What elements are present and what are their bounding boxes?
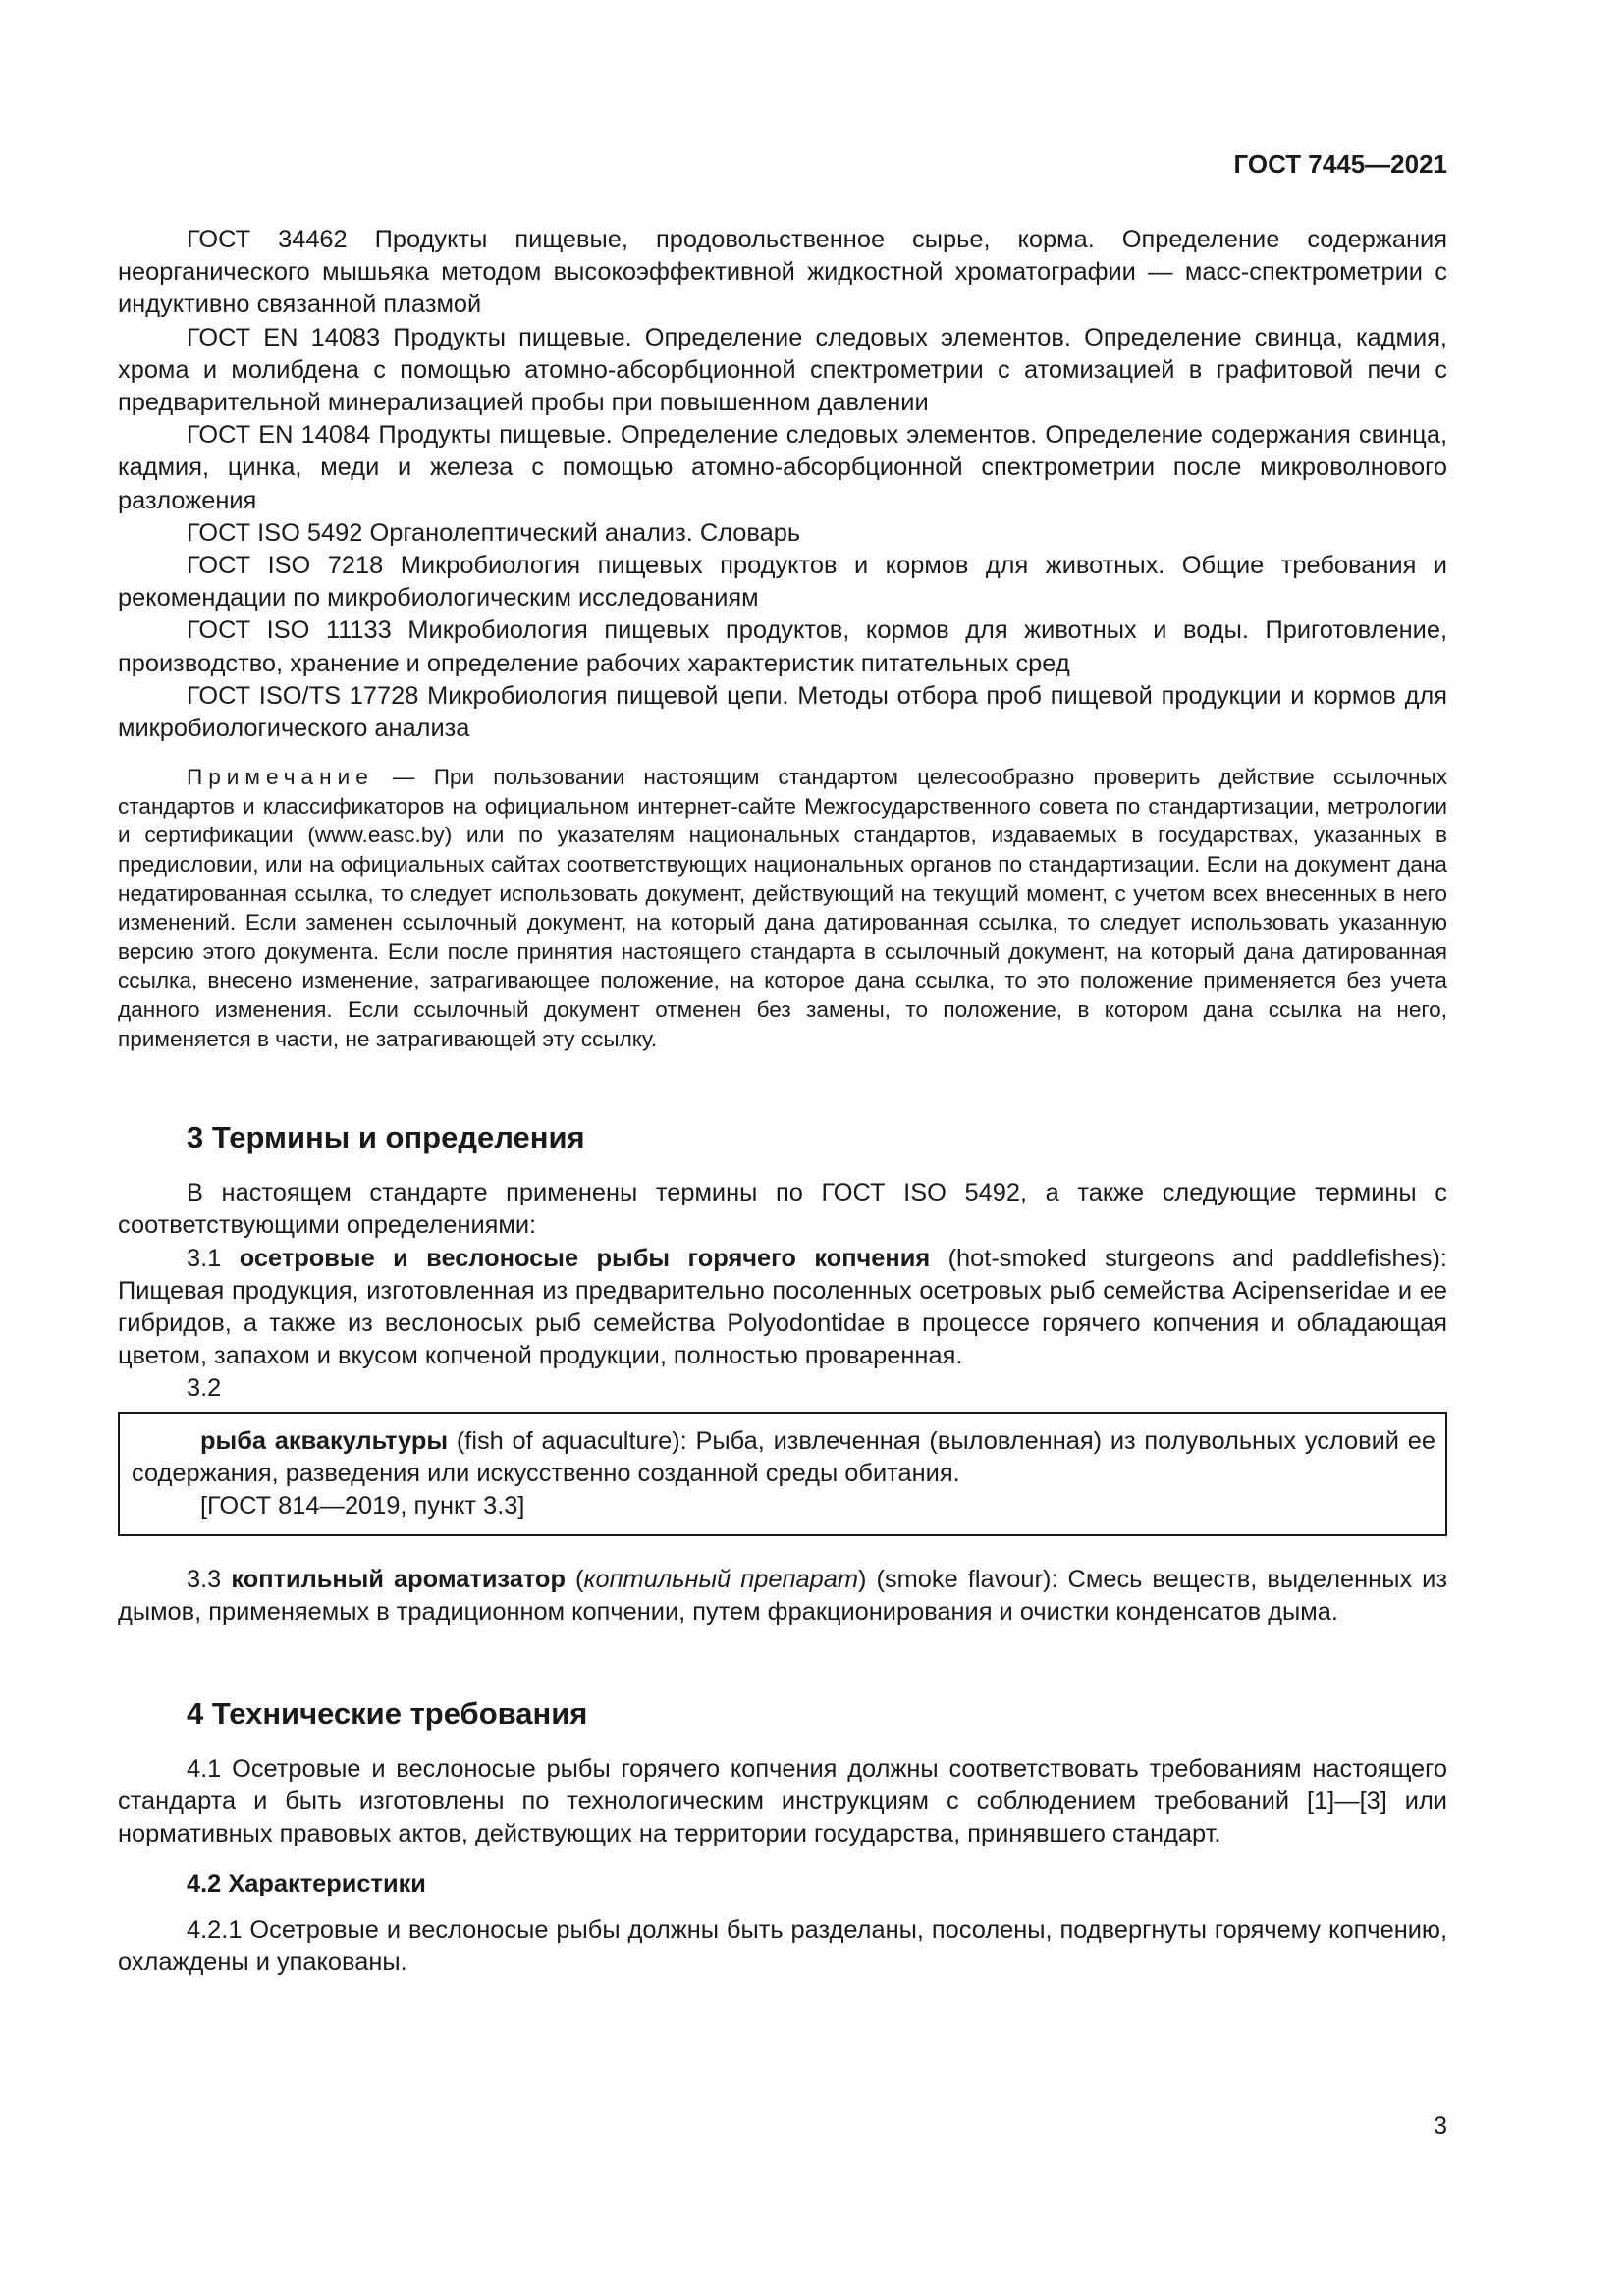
note-dash: — bbox=[373, 765, 434, 790]
reference-gost-iso-11133: ГОСТ ISO 11133 Микробиология пищевых продуктов, кормов для животных и воды. Приготовление, производство, хранение и определение рабочих характеристик питательных сред bbox=[118, 616, 1447, 677]
term-3-2-source: [ГОСТ 814—2019, пункт 3.3] bbox=[200, 1492, 525, 1521]
term-3-2 bbox=[132, 1425, 1435, 1490]
reference-gost-iso-5492: ГОСТ ISO 5492 Органолептический анализ. Словарь bbox=[187, 518, 801, 547]
term-3-3-term: коптильный ароматизатор bbox=[231, 1566, 566, 1594]
subsection-4-2-heading: 4.2 Характеристики bbox=[187, 1870, 426, 1898]
reference-gost-en-14084: ГОСТ EN 14084 Продукты пищевые. Определение следовых элементов. Определение содержания свинца, кадмия, цинка, меди и железа с помощью атомно-абсорбционной спектрометрии после микроволнового разложения bbox=[118, 421, 1447, 514]
page-content bbox=[118, 224, 1447, 1980]
term-3-1-number: 3.1 bbox=[187, 1244, 240, 1272]
clause-4-2-1: 4.2.1 Осетровые и веслоносые рыбы должны быть разделаны, посолены, подвергнуты горячему копчению, охлаждены и упакованы. bbox=[118, 1916, 1447, 1977]
reference-gost-34462: ГОСТ 34462 Продукты пищевые, продовольственное сырье, корма. Определение содержания неорганического мышьяка методом высокоэффективной жидкостной хроматографии — масс-спектрометрии с индуктивно связанной плазмой bbox=[118, 226, 1447, 319]
page-number: 3 bbox=[1434, 2112, 1447, 2140]
term-3-1-term: осетровые и веслоносые рыбы горячего копчения bbox=[239, 1244, 931, 1272]
term-3-3-definition: ) (smoke flavour): Смесь веществ, выделенных из дымов, применяемых в традиционном копчении, путем фракционирования и очистки конденсатов дыма. bbox=[118, 1566, 1447, 1627]
term-3-3-open-paren: ( bbox=[565, 1566, 584, 1594]
term-3-1 bbox=[118, 1243, 1447, 1373]
section-3-heading: 3 Термины и определения bbox=[187, 1120, 585, 1155]
clause-4-1: 4.1 Осетровые и веслоносые рыбы горячего копчения должны соответствовать требованиям настоящего стандарта и быть изготовлены по технологическим инструкциям с соблюдением требований [1]—[3] или нормативных правовых актов, действующих на территории государства, принявшего стандарт. bbox=[118, 1754, 1447, 1848]
term-3-3-synonym: коптильный препарат bbox=[583, 1566, 859, 1594]
term-3-2-box bbox=[118, 1412, 1447, 1537]
section-4-heading: 4 Технические требования bbox=[187, 1695, 588, 1731]
document-id-header: ГОСТ 7445—2021 bbox=[1233, 149, 1447, 179]
note-label: Примечание bbox=[187, 765, 374, 790]
term-3-2-definition: (fish of aquaculture): Рыба, извлеченная (выловленная) из полувольных условий ее содержания, разведения или искусственно созданной среды обитания. bbox=[132, 1426, 1435, 1487]
note-text: При пользовании настоящим стандартом целесообразно проверить действие ссылочных стандартов и классификаторов на официальном интернет-сайте Межгосударственного совета по стандартизации, метрологии и сертификации (www.easc.by) или по указателям национальных стандартов, издаваемых в государствах, указанных в предисловии, или на официальных сайтах соответствующих национальных органов по стандартизации. Если на документ дана недатированная ссылка, то следует использовать документ, действующий на текущий момент, с учетом всех внесенных в него изменений. Если заменен ссылочный документ, на который дана датированная ссылка, то следует использовать указанную версию этого документа. Если после принятия настоящего стандарта в ссылочный документ, на который дана датированная ссылка, внесено изменение, затрагивающее положение, на которое дана ссылка, то это положение применяется без учета данного изменения. Если ссылочный документ отменен без замены, то положение, в котором дана ссылка на него, применяется в части, не затрагивающей эту ссылку. bbox=[118, 765, 1448, 1051]
reference-gost-en-14083: ГОСТ EN 14083 Продукты пищевые. Определение следовых элементов. Определение свинца, кадмия, хрома и молибдена с помощью атомно-абсорбционной спектрометрии с атомизацией в графитовой печи с предварительной минерализацией пробы при повышенном давлении bbox=[118, 323, 1447, 417]
term-3-2-term: рыба аквакультуры bbox=[200, 1426, 449, 1455]
term-3-3-number: 3.3 bbox=[187, 1566, 232, 1594]
reference-gost-iso-ts-17728: ГОСТ ISO/TS 17728 Микробиология пищевой цепи. Методы отбора проб пищевой продукции и кормов для микробиологического анализа bbox=[118, 681, 1447, 743]
term-3-1-definition: (hot-smoked sturgeons and paddlefishes): Пищевая продукция, изготовленная из предварительно посоленных осетровых рыб семейства Acipenseridae и ее гибридов, а также из веслоносых рыб семейства Polyodontidae в процессе горячего копчения и обладающая цветом, запахом и вкусом копченой продукции, полностью проваренная. bbox=[118, 1244, 1447, 1370]
term-3-3 bbox=[118, 1564, 1447, 1629]
reference-note bbox=[118, 763, 1447, 1053]
section-3-intro: В настоящем стандарте применены термины по ГОСТ ISO 5492, а также следующие термины с соответствующими определениями: bbox=[118, 1179, 1447, 1240]
reference-gost-iso-7218: ГОСТ ISO 7218 Микробиология пищевых продуктов и кормов для животных. Общие требования и рекомендации по микробиологическим исследованиям bbox=[118, 552, 1447, 613]
term-3-2-number: 3.2 bbox=[187, 1374, 222, 1403]
